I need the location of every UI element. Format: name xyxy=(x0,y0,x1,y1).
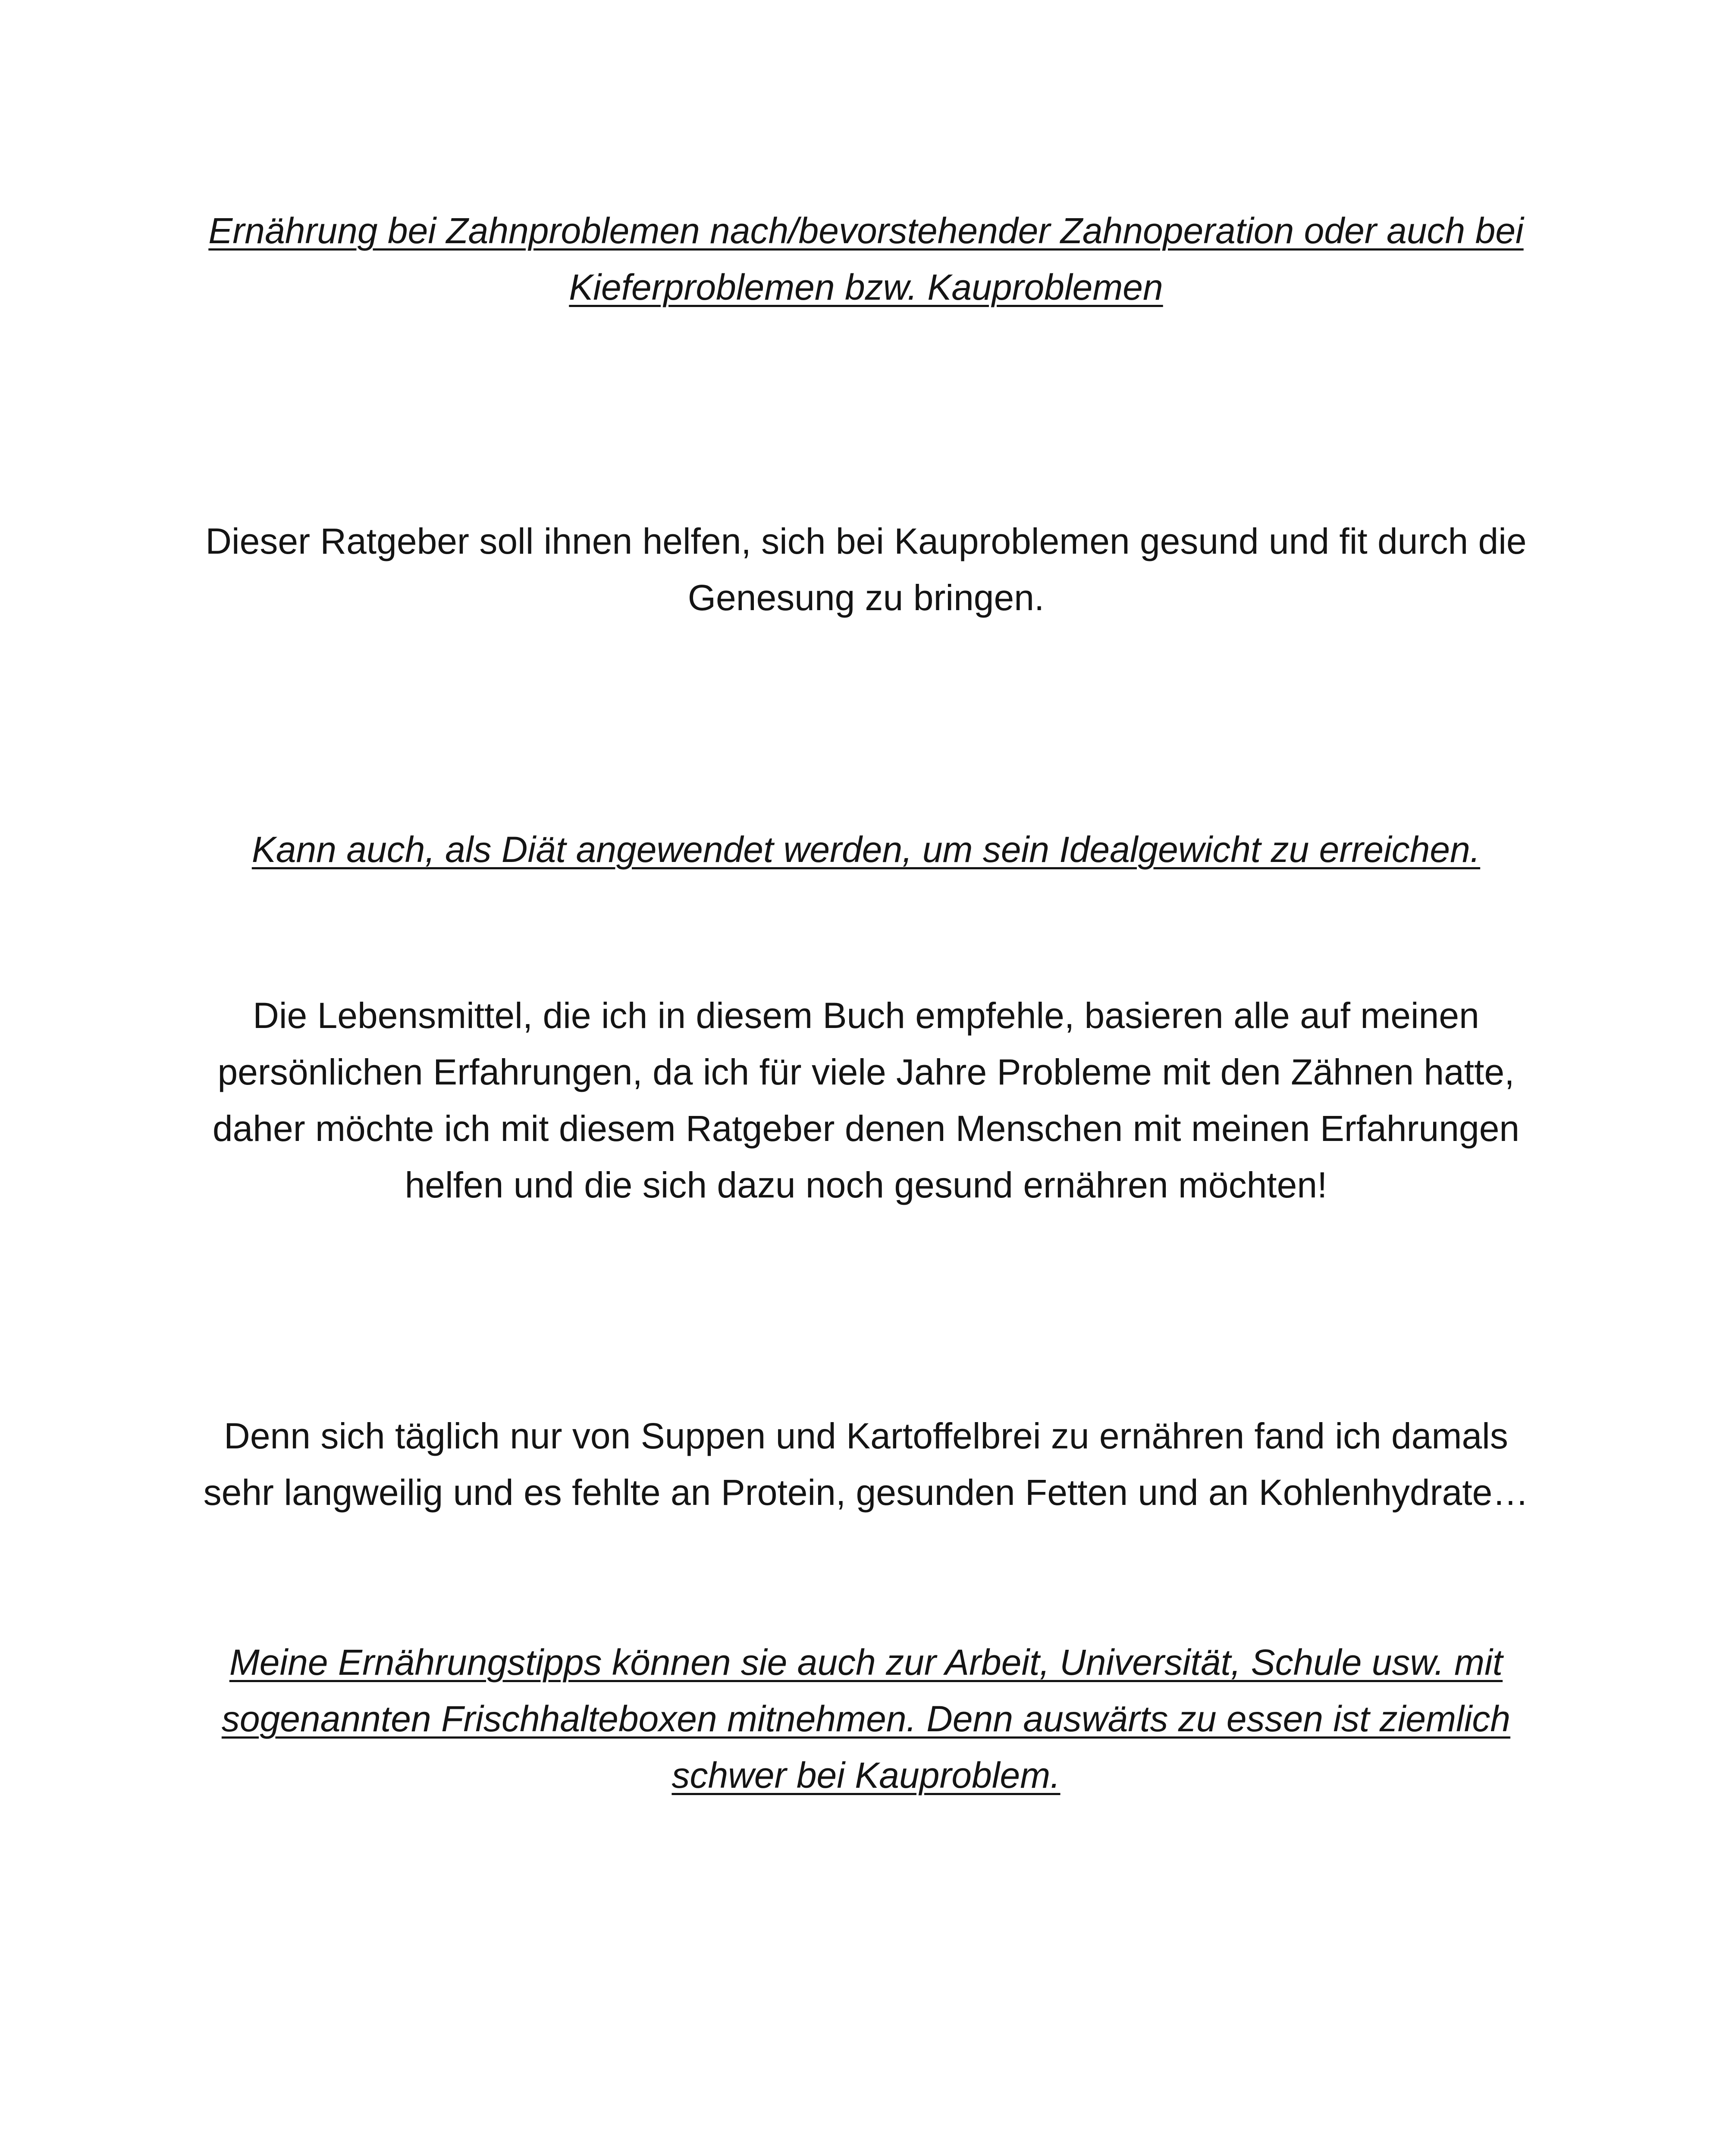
motivation-paragraph: Denn sich täglich nur von Suppen und Kartoffelbrei zu ernähren fand ich damals sehr langweilig und es fehlte an Protein, gesunden Fetten und an Kohlenhydrate… xyxy=(203,1416,1529,1513)
experience-paragraph: Die Lebensmittel, die ich in diesem Buch empfehle, basieren alle auf meinen persönlichen Erfahrungen, da ich für viele Jahre Probleme mit den Zähnen hatte, daher möchte ich mit diesem Ratgeber denen Menschen mit meinen Erfahrungen helfen und die sich dazu noch gesund ernähren möchten! xyxy=(212,995,1520,1205)
diet-note: Kann auch, als Diät angewendet werden, um sein Idealgewicht zu erreichen. xyxy=(251,829,1481,870)
document-title: Ernährung bei Zahnproblemen nach/bevorstehender Zahnoperation oder auch bei Kieferproblemen bzw. Kauproblemen xyxy=(208,210,1524,307)
intro-paragraph: Dieser Ratgeber soll ihnen helfen, sich bei Kauproblemen gesund und fit durch die Genesung zu bringen. xyxy=(205,521,1527,618)
tips-note: Meine Ernährungstipps können sie auch zur Arbeit, Universität, Schule usw. mit sogenannten Frischhalteboxen mitnehmen. Denn auswärts zu essen ist ziemlich schwer bei Kauproblem. xyxy=(221,1642,1511,1796)
